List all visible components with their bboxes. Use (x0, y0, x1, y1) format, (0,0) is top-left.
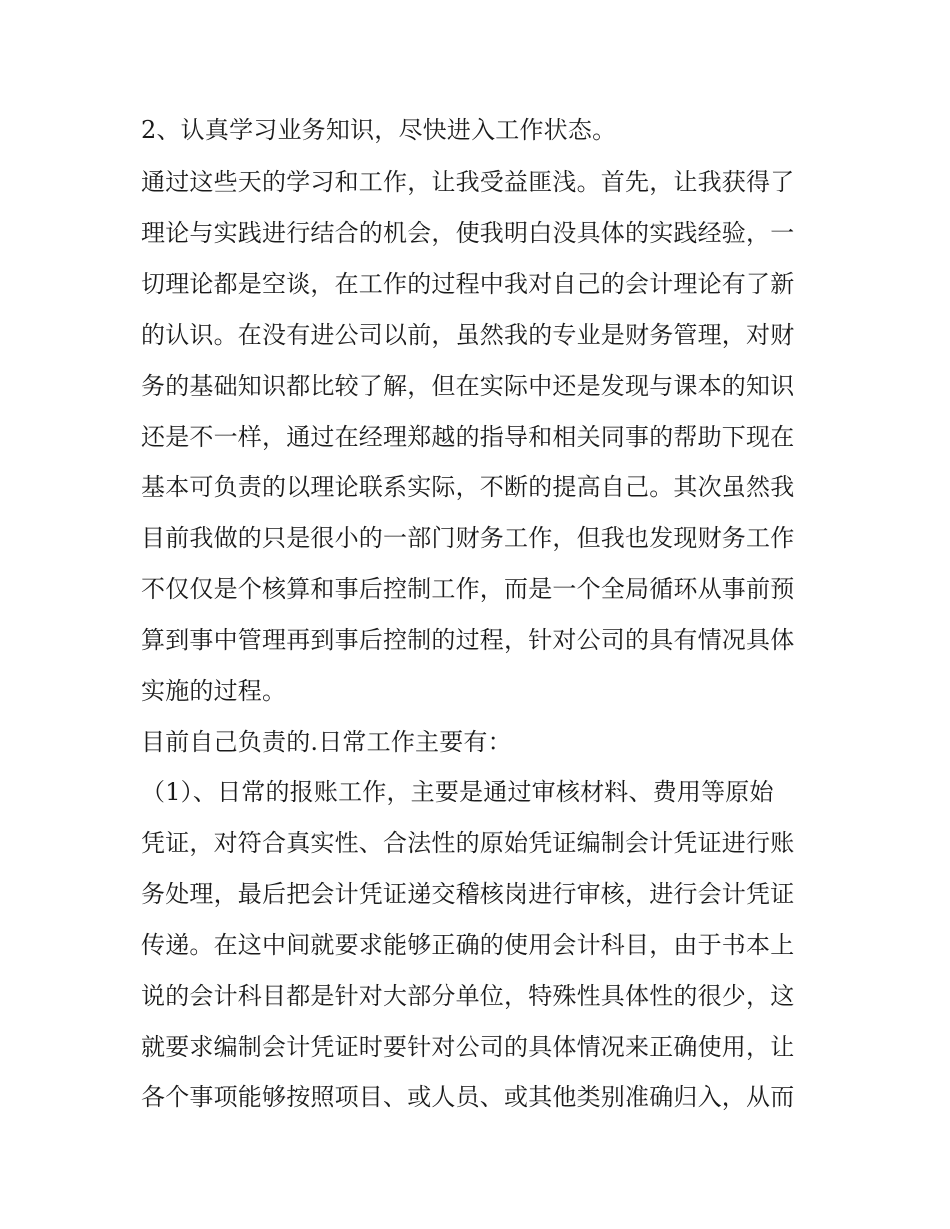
paragraph-line: 就要求编制会计凭证时要针对公司的具体情况来正确使用，让 (141, 1033, 795, 1061)
paragraph-line: 还是不一样，通过在经理郑越的指导和相关同事的帮助下现在 (141, 423, 795, 451)
list-item-line: （1）、日常的报账工作，主要是通过审核材料、费用等原始 (141, 778, 774, 806)
paragraph-line: 的认识。在没有进公司以前，虽然我的专业是财务管理，对财 (141, 321, 795, 349)
paragraph-line: 目前我做的只是很小的一部门财务工作，但我也发现财务工作 (141, 524, 795, 552)
paragraph-line: 通过这些天的学习和工作，让我受益匪浅。首先，让我获得了 (141, 168, 795, 196)
paragraph-line: 说的会计科目都是针对大部分单位，特殊性具体性的很少，这 (141, 982, 795, 1010)
paragraph-line: 凭证，对符合真实性、合法性的原始凭证编制会计凭证进行账 (141, 829, 795, 857)
paragraph-line: 算到事中管理再到事后控制的过程，针对公司的具有情况具体 (141, 626, 795, 654)
paragraph-line: 务处理，最后把会计凭证递交稽核岗进行审核，进行会计凭证 (141, 880, 795, 908)
paragraph-line: 切理论都是空谈，在工作的过程中我对自己的会计理论有了新 (141, 270, 795, 298)
paragraph-line: 理论与实践进行结合的机会，使我明白没具体的实践经验，一 (141, 219, 795, 247)
paragraph-line: 基本可负责的以理论联系实际，不断的提高自己。其次虽然我 (141, 473, 795, 501)
paragraph-line: 各个事项能够按照项目、或人员、或其他类别准确归入，从而 (141, 1083, 795, 1111)
paragraph-line: 实施的过程。 (141, 677, 287, 705)
paragraph-line: 传递。在这中间就要求能够正确的使用会计科目，由于书本上 (141, 931, 795, 959)
section-heading: 2、认真学习业务知识，尽快进入工作状态。 (141, 116, 617, 144)
paragraph-line: 务的基础知识都比较了解，但在实际中还是发现与课本的知识 (141, 372, 795, 400)
paragraph-line: 不仅仅是个核算和事后控制工作，而是一个全局循环从事前预 (141, 575, 795, 603)
paragraph-line: 目前自己负责的.日常工作主要有： (141, 728, 512, 756)
